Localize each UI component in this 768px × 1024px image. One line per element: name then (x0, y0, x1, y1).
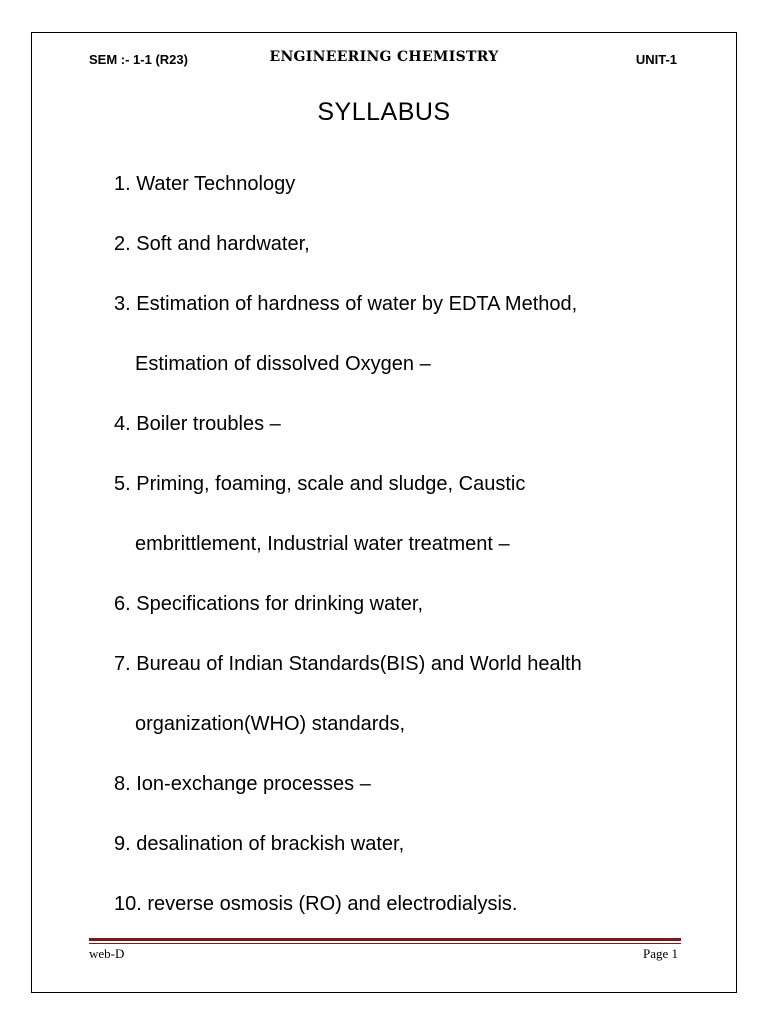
header-unit: UNIT-1 (635, 52, 677, 67)
syllabus-line: 10. reverse osmosis (RO) and electrodialysis. (114, 893, 518, 915)
syllabus-list (114, 170, 714, 950)
footer-rule (89, 938, 681, 941)
syllabus-line: 5. Priming, foaming, scale and sludge, Caustic (114, 473, 526, 495)
syllabus-line: 1. Water Technology (114, 173, 296, 195)
header-subject: ENGINEERING CHEMISTRY (269, 49, 499, 65)
syllabus-line: 8. Ion-exchange processes – (114, 773, 371, 795)
syllabus-line: embrittlement, Industrial water treatment – (135, 533, 510, 555)
syllabus-line: 4. Boiler troubles – (114, 413, 281, 435)
footer-page-number: Page 1 (642, 946, 678, 961)
page-title: SYLLABUS (317, 98, 451, 126)
syllabus-line: 2. Soft and hardwater, (114, 233, 310, 255)
header-semester: SEM :- 1-1 (R23) (89, 52, 188, 67)
footer-author: web-D (89, 946, 125, 961)
syllabus-line: organization(WHO) standards, (135, 713, 406, 735)
syllabus-line: 3. Estimation of hardness of water by EDTA Method, (114, 293, 578, 315)
syllabus-line: 9. desalination of brackish water, (114, 833, 405, 855)
footer-rule-thin (89, 943, 681, 944)
syllabus-line: 7. Bureau of Indian Standards(BIS) and World health (114, 653, 582, 675)
syllabus-line: Estimation of dissolved Oxygen – (135, 353, 431, 375)
syllabus-line: 6. Specifications for drinking water, (114, 593, 424, 615)
